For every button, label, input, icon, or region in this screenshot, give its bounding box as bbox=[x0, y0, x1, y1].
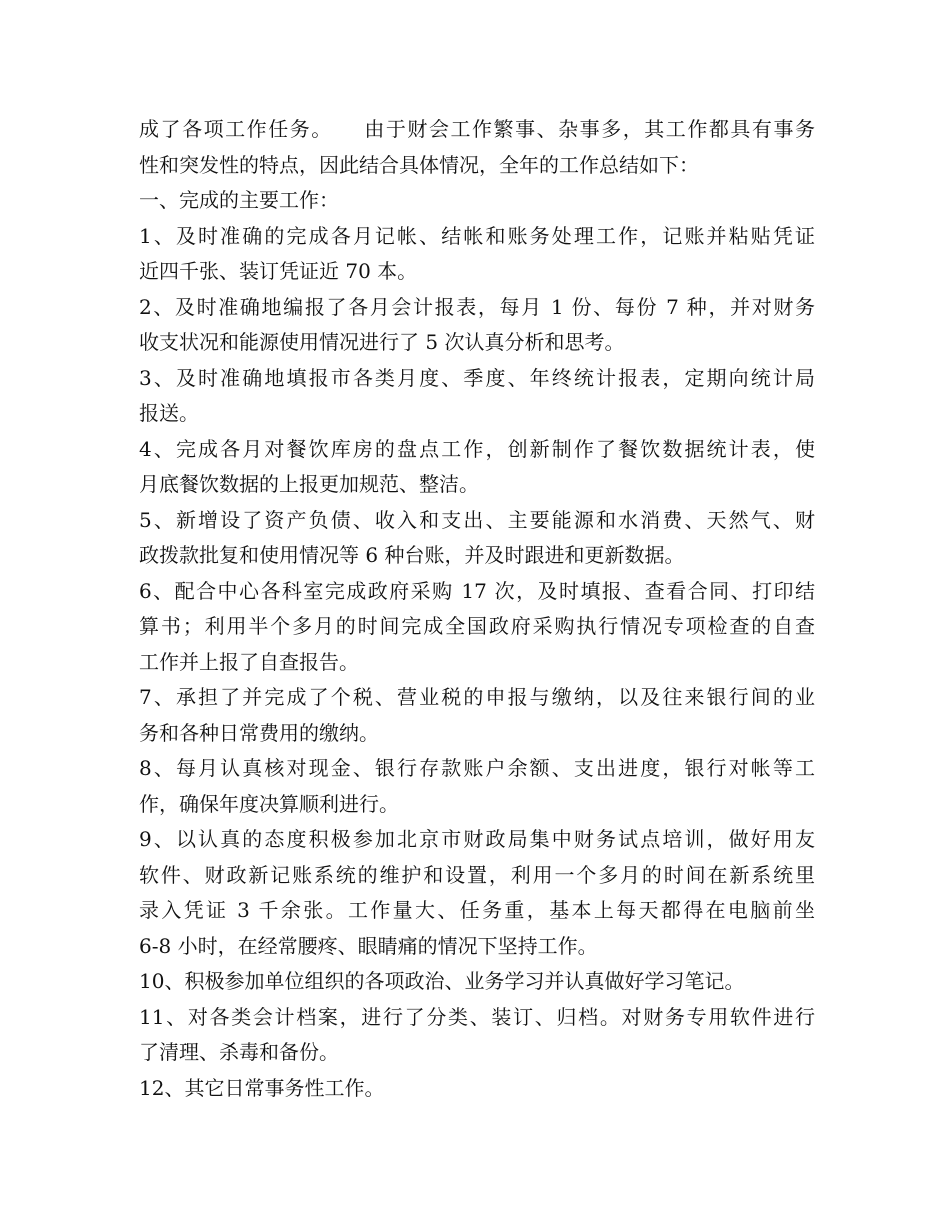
list-item-8-line: 8、每月认真核对现金、银行存款账户余额、支出进度，银行对帐等工 bbox=[139, 756, 815, 780]
list-item-9-line: 录入凭证 3 千余张。工作量大、任务重，基本上每天都得在电脑前坐 bbox=[139, 898, 815, 922]
paragraph-line: 成了各项工作任务。 由于财会工作繁事、杂事多，其工作都具有事务 bbox=[139, 117, 815, 141]
list-item-3-line: 报送。 bbox=[139, 401, 199, 425]
list-item-9-line: 6-8 小时，在经常腰疼、眼睛痛的情况下坚持工作。 bbox=[139, 933, 598, 958]
list-item-1-line: 1、及时准确的完成各月记帐、结帐和账务处理工作，记账并粘贴凭证 bbox=[139, 223, 815, 248]
list-item-5-line: 政拨款批复和使用情况等 6 种台账，并及时跟进和更新数据。 bbox=[139, 543, 685, 567]
list-item-10-line: 10、积极参加单位组织的各项政治、业务学习并认真做好学习笔记。 bbox=[139, 969, 745, 993]
list-item-6-line: 工作并上报了自查报告。 bbox=[139, 649, 359, 674]
list-item-3-line: 3、及时准确地填报市各类月度、季度、年终统计报表，定期向统计局 bbox=[139, 365, 815, 390]
list-item-8-line: 作，确保年度决算顺利进行。 bbox=[139, 791, 399, 816]
list-item-7-line: 务和各种日常费用的缴纳。 bbox=[139, 720, 379, 745]
list-item-5-line: 5、新增设了资产负债、收入和支出、主要能源和水消费、天然气、财 bbox=[139, 507, 815, 532]
paragraph-line: 性和突发性的特点，因此结合具体情况，全年的工作总结如下： bbox=[139, 152, 699, 177]
document-body bbox=[139, 112, 815, 1106]
list-item-7-line: 7、承担了并完成了个税、营业税的申报与缴纳，以及往来银行间的业 bbox=[139, 685, 815, 709]
list-item-4-line: 4、完成各月对餐饮库房的盘点工作，创新制作了餐饮数据统计表，使 bbox=[139, 436, 815, 461]
list-item-1-line: 近四千张、装订凭证近 70 本。 bbox=[139, 259, 418, 283]
list-item-9-line: 软件、财政新记账系统的维护和设置，利用一个多月的时间在新系统里 bbox=[139, 862, 815, 887]
list-item-11-line: 了清理、杀毒和备份。 bbox=[139, 1040, 339, 1064]
list-item-4-line: 月底餐饮数据的上报更加规范、整洁。 bbox=[139, 472, 479, 496]
section-heading: 一、完成的主要工作： bbox=[139, 188, 339, 212]
list-item-12-line: 12、其它日常事务性工作。 bbox=[139, 1075, 385, 1100]
list-item-2-line: 收支状况和能源使用情况进行了 5 次认真分析和思考。 bbox=[139, 330, 625, 354]
list-item-9-line: 9、以认真的态度积极参加北京市财政局集中财务试点培训，做好用友 bbox=[139, 827, 815, 851]
list-item-2-line: 2、及时准确地编报了各月会计报表，每月 1 份、每份 7 种，并对财务 bbox=[139, 294, 815, 319]
list-item-6-line: 算书；利用半个多月的时间完成全国政府采购执行情况专项检查的自查 bbox=[139, 614, 815, 638]
list-item-11-line: 11、对各类会计档案，进行了分类、装订、归档。对财务专用软件进行 bbox=[139, 1004, 815, 1029]
list-item-6-line: 6、配合中心各科室完成政府采购 17 次，及时填报、查看合同、打印结 bbox=[139, 578, 815, 603]
